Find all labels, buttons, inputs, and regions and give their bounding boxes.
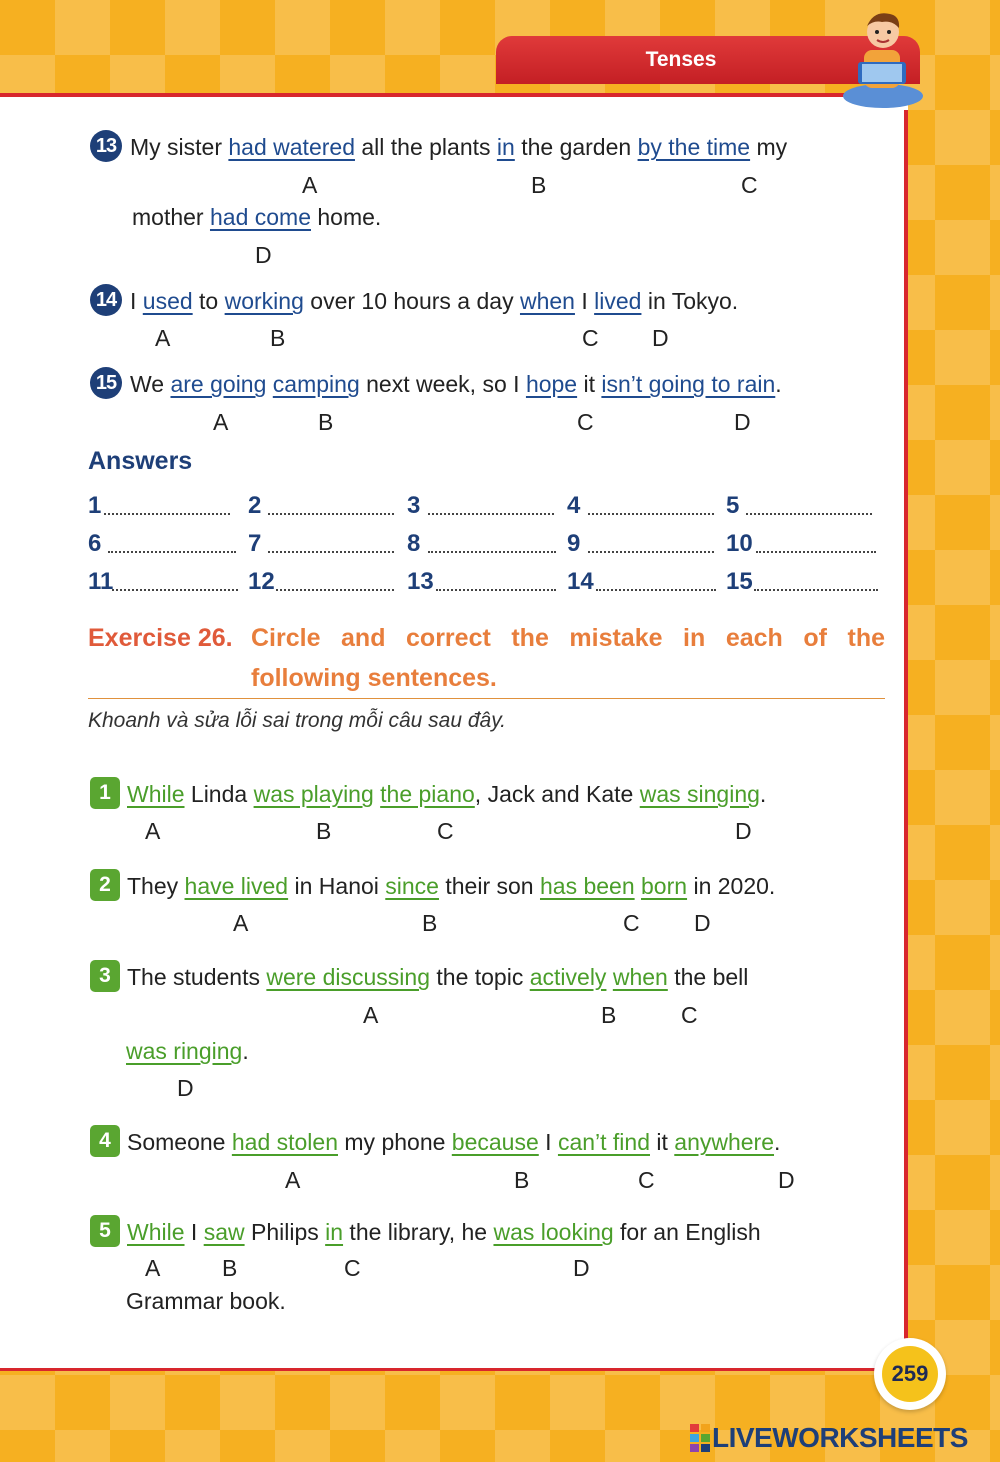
option-letter-a: A <box>302 172 318 198</box>
bottom-rule <box>0 1368 890 1371</box>
text: . <box>775 371 782 397</box>
option-letter-a: A <box>145 818 161 844</box>
option-letter-b: B <box>270 325 286 351</box>
option-a-phrase[interactable]: had watered <box>228 134 355 160</box>
option-b-phrase[interactable]: was playing <box>253 781 374 807</box>
question-13-line-2 <box>132 204 381 231</box>
text: They <box>127 873 185 899</box>
option-letter-d: D <box>778 1167 795 1193</box>
option-d-phrase[interactable]: isn’t going to rain <box>601 371 776 397</box>
option-d-phrase[interactable]: anywhere <box>674 1129 775 1155</box>
option-letter-b: B <box>318 409 334 435</box>
answer-field-8[interactable] <box>428 551 556 553</box>
text: next week, so I <box>359 371 526 397</box>
option-d-phrase[interactable]: lived <box>594 288 642 314</box>
answer-field-13[interactable] <box>436 589 556 591</box>
answer-label: 6 <box>88 530 102 557</box>
option-letter-c: C <box>623 910 640 936</box>
option-b-phrase[interactable]: since <box>385 873 439 899</box>
option-letter-d: D <box>255 242 272 268</box>
option-letter-c: C <box>638 1167 655 1193</box>
answer-label: 2 <box>248 492 262 519</box>
item-3-line-1 <box>127 964 748 991</box>
option-a-phrase[interactable]: used <box>142 288 193 314</box>
option-letter-c: C <box>582 325 599 351</box>
text: for an English <box>613 1219 761 1245</box>
answer-field-1[interactable] <box>104 513 230 515</box>
option-letter-a: A <box>155 325 171 351</box>
option-a-phrase[interactable]: were discussing <box>266 964 430 990</box>
option-letter-d: D <box>735 818 752 844</box>
exercise-instruction-vi: Khoanh và sửa lỗi sai trong mỗi câu sau đây. <box>88 709 506 732</box>
option-a-phrase[interactable]: While <box>127 1219 185 1245</box>
option-a-phrase[interactable]: had stolen <box>231 1129 338 1155</box>
option-a-phrase[interactable]: While <box>127 781 185 807</box>
item-5-line-1 <box>127 1219 761 1246</box>
text: home. <box>311 204 382 230</box>
text: mother <box>132 204 210 230</box>
option-b-phrase[interactable]: working <box>224 288 304 314</box>
text: the topic <box>430 964 530 990</box>
option-d-phrase[interactable]: born <box>641 873 688 899</box>
text: over 10 hours a day <box>303 288 520 314</box>
text: in 2020. <box>687 873 776 899</box>
option-letter-d: D <box>694 910 711 936</box>
option-letter-d: D <box>734 409 751 435</box>
item-1-line-1 <box>127 781 766 808</box>
answers-heading: Answers <box>88 447 193 475</box>
item-number-badge: 2 <box>90 869 120 901</box>
answer-field-15[interactable] <box>754 589 878 591</box>
option-b-phrase[interactable]: saw <box>203 1219 245 1245</box>
text: I <box>538 1129 558 1155</box>
option-c-phrase[interactable]: the piano <box>380 781 475 807</box>
item-number-badge: 4 <box>90 1125 120 1157</box>
option-letter-c: C <box>437 818 454 844</box>
option-letter-b: B <box>316 818 332 844</box>
question-number-badge: 15 <box>90 367 122 399</box>
option-letter-d: D <box>177 1075 194 1101</box>
answer-field-2[interactable] <box>268 513 394 515</box>
answer-field-3[interactable] <box>428 513 554 515</box>
answer-field-9[interactable] <box>588 551 714 553</box>
answer-label: 13 <box>407 568 434 595</box>
option-a-phrase[interactable]: are going <box>170 371 267 397</box>
exercise-title-line-1: Circle and correct the mistake in each of the <box>251 624 885 652</box>
option-letter-b: B <box>601 1002 617 1028</box>
answer-label: 10 <box>726 530 753 557</box>
option-letter-b: B <box>422 910 438 936</box>
top-rule <box>0 93 920 97</box>
text: I <box>130 288 143 314</box>
exercise-title-line-2: following sentences. <box>251 664 497 692</box>
item-number-badge: 1 <box>90 777 120 809</box>
item-4-line-1 <box>127 1129 780 1156</box>
text: My sister <box>130 134 229 160</box>
option-letter-a: A <box>213 409 229 435</box>
text: , Jack and Kate <box>474 781 640 807</box>
text: all the plants <box>354 134 497 160</box>
option-b-phrase[interactable]: actively <box>529 964 607 990</box>
watermark-text: LIVEWORKSHEETS <box>712 1422 968 1453</box>
answer-field-12[interactable] <box>276 589 394 591</box>
text: Someone <box>127 1129 232 1155</box>
text: I <box>574 288 595 314</box>
text: the library, he <box>343 1219 494 1245</box>
option-letter-b: B <box>514 1167 530 1193</box>
option-letter-b: B <box>222 1255 238 1281</box>
answer-field-14[interactable] <box>596 589 716 591</box>
option-c-phrase[interactable]: when <box>612 964 668 990</box>
question-14-line-1 <box>130 288 738 315</box>
option-letter-b: B <box>531 172 547 198</box>
option-b-phrase[interactable]: in <box>496 134 515 160</box>
text: in Tokyo. <box>641 288 739 314</box>
option-c-phrase[interactable]: when <box>519 288 575 314</box>
option-c-phrase[interactable]: has been <box>539 873 635 899</box>
option-letter-a: A <box>285 1167 301 1193</box>
question-13-line-1 <box>130 134 787 161</box>
answer-label: 4 <box>567 492 581 519</box>
answer-label: 8 <box>407 530 421 557</box>
question-number-badge: 14 <box>90 284 122 316</box>
text: to <box>192 288 225 314</box>
answer-field-7[interactable] <box>268 551 394 553</box>
text: The students <box>127 964 267 990</box>
option-b-phrase[interactable]: camping <box>272 371 360 397</box>
right-rule <box>904 110 908 1372</box>
text: their son <box>438 873 540 899</box>
option-d-phrase[interactable]: had come <box>209 204 311 230</box>
answer-field-10[interactable] <box>756 551 876 553</box>
answer-label: 7 <box>248 530 262 557</box>
text: the bell <box>667 964 749 990</box>
answer-field-11[interactable] <box>112 589 238 591</box>
liveworksheets-logo-icon <box>690 1424 710 1452</box>
text: my <box>750 134 788 160</box>
option-letter-a: A <box>363 1002 379 1028</box>
question-number-badge: 13 <box>90 130 122 162</box>
answer-label: 11 <box>88 568 114 595</box>
item-3-line-2 <box>126 1038 249 1065</box>
answer-label: 12 <box>248 568 275 595</box>
option-letter-d: D <box>652 325 669 351</box>
page-number: 259 <box>882 1346 938 1402</box>
answer-field-5[interactable] <box>746 513 872 515</box>
option-b-phrase[interactable]: because <box>451 1129 539 1155</box>
option-letter-d: D <box>573 1255 590 1281</box>
item-5-line-2: Grammar book. <box>126 1288 286 1314</box>
answer-label: 14 <box>567 568 594 595</box>
answer-label: 1 <box>88 492 102 519</box>
text: it <box>650 1129 675 1155</box>
option-c-phrase[interactable]: in <box>325 1219 344 1245</box>
option-d-phrase[interactable]: was singing <box>639 781 760 807</box>
page-number-badge <box>874 1338 946 1410</box>
option-a-phrase[interactable]: have lived <box>184 873 289 899</box>
section-title: Tenses <box>645 48 717 71</box>
text: I <box>184 1219 204 1245</box>
text: Linda <box>184 781 254 807</box>
text: Philips <box>244 1219 326 1245</box>
reading-boy-illustration <box>838 6 928 110</box>
item-number-badge: 5 <box>90 1215 120 1247</box>
text: . <box>242 1038 249 1064</box>
option-letter-c: C <box>741 172 758 198</box>
question-15-line-1 <box>130 371 782 398</box>
item-2-line-1 <box>127 873 775 900</box>
option-d-phrase[interactable]: was looking <box>493 1219 614 1245</box>
option-c-phrase[interactable]: can’t find <box>557 1129 650 1155</box>
text: it <box>577 371 602 397</box>
answer-field-6[interactable] <box>108 551 236 553</box>
text: my phone <box>338 1129 452 1155</box>
text: the garden <box>514 134 638 160</box>
option-d-phrase[interactable]: was ringing <box>126 1038 243 1064</box>
text: We <box>130 371 171 397</box>
option-letter-c: C <box>577 409 594 435</box>
option-c-phrase[interactable]: by the time <box>637 134 751 160</box>
item-number-badge: 3 <box>90 960 120 992</box>
option-letter-a: A <box>233 910 249 936</box>
text: . <box>759 781 767 807</box>
answer-label: 5 <box>726 492 740 519</box>
option-letter-c: C <box>681 1002 698 1028</box>
exercise-divider <box>88 698 885 699</box>
exercise-label: Exercise 26. <box>88 624 233 652</box>
text: in Hanoi <box>288 873 386 899</box>
answer-field-4[interactable] <box>588 513 714 515</box>
answer-label: 3 <box>407 492 421 519</box>
option-letter-a: A <box>145 1255 161 1281</box>
option-c-phrase[interactable]: hope <box>525 371 578 397</box>
answer-label: 15 <box>726 568 753 595</box>
answer-label: 9 <box>567 530 581 557</box>
option-letter-c: C <box>344 1255 361 1281</box>
text: . <box>774 1129 781 1155</box>
